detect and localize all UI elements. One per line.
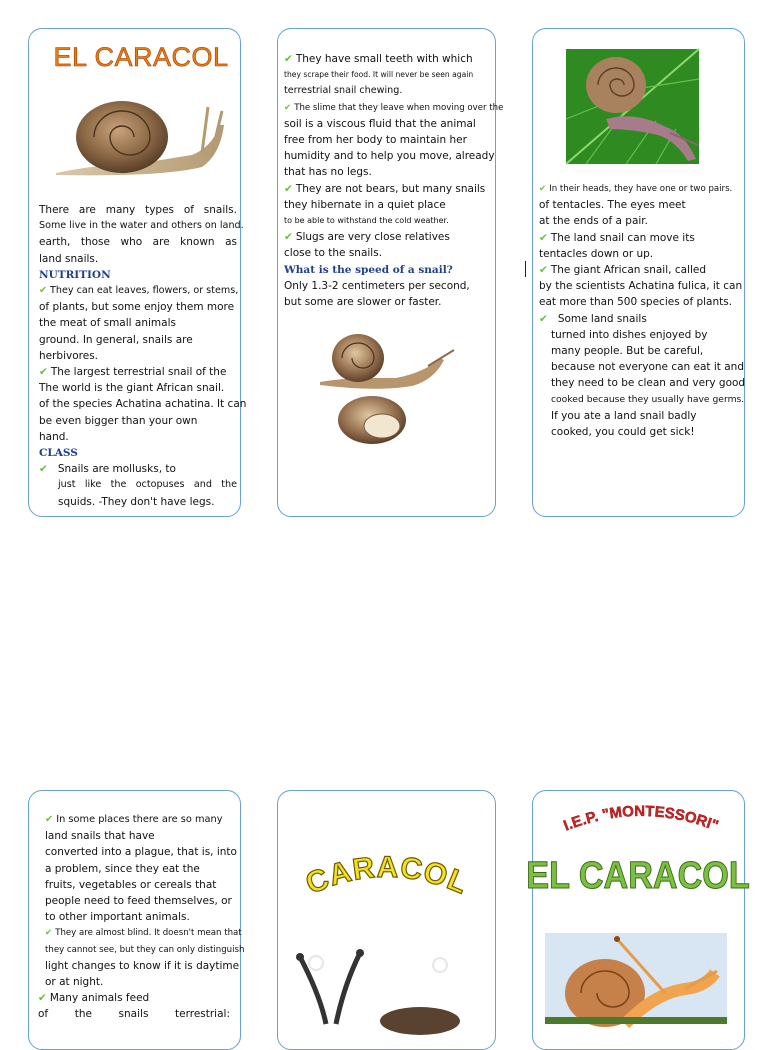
check-icon: ✔ xyxy=(38,992,47,1005)
giant-line: ✔ The giant African snail, called xyxy=(539,264,706,277)
nutrition-line: of plants, but some enjoy them more xyxy=(39,301,235,314)
nutrition-line: the meat of small animals xyxy=(39,317,176,330)
svg-text:CARACOL xyxy=(301,852,472,901)
slime-line: free from her body to maintain her xyxy=(284,134,467,147)
svg-text:I.E.P. "MONTESSORI" xyxy=(561,803,720,835)
largest-line: hand. xyxy=(39,430,69,443)
speed-line: but some are slower or faster. xyxy=(284,296,442,309)
bears-line: ✔ They are not bears, but many snails xyxy=(284,182,486,195)
dishes-line: many people. But be careful, xyxy=(551,345,704,358)
blind-line: they cannot see, but they can only distinguish xyxy=(45,944,245,955)
plague-line: ✔ In some places there are so many xyxy=(45,814,223,825)
largest-line: of the species Achatina achatina. It can xyxy=(39,398,247,411)
teeth-line: terrestrial snail chewing. xyxy=(284,85,403,97)
check-icon: ✔ xyxy=(539,264,548,277)
snail-on-leaf-image xyxy=(566,49,699,164)
snail-antennae-image xyxy=(290,945,490,1024)
nutrition-heading: NUTRITION xyxy=(39,268,111,281)
feed-line: of the snails terrestrial: xyxy=(38,1008,230,1021)
teeth-line: they scrape their food. It will never be seen again xyxy=(284,70,474,80)
school-name-arc xyxy=(546,796,736,846)
largest-line: be even bigger than your own xyxy=(39,414,198,427)
dishes-line: because not everyone can eat it and xyxy=(551,361,745,374)
slugs-line: close to the snails. xyxy=(284,247,383,260)
dishes-line: they need to be clean and very good xyxy=(551,377,746,390)
blind-line: light changes to know if it is daytime xyxy=(45,959,240,972)
plague-line: a problem, since they eat the xyxy=(45,862,200,875)
text-cursor xyxy=(525,261,526,277)
slime-line: soil is a viscous fluid that the animal xyxy=(284,117,476,130)
check-icon: ✔ xyxy=(284,182,293,195)
dishes-line: cooked because they usually have germs. xyxy=(551,393,745,405)
heads-line: ✔ In their heads, they have one or two pairs. xyxy=(539,184,733,194)
dishes-line: If you ate a land snail badly xyxy=(551,409,697,422)
slime-line: humidity and to help you move, already xyxy=(284,150,495,163)
caracol-wordart xyxy=(292,852,482,912)
check-icon: ✔ xyxy=(539,312,548,325)
check-icon: ✔ xyxy=(45,928,53,939)
largest-line: ✔ The largest terrestrial snail of the xyxy=(39,366,227,379)
slime-line: that has no legs. xyxy=(284,166,372,179)
orange-snail-image xyxy=(545,933,727,1024)
class-line: squids. -They don't have legs. xyxy=(58,495,215,508)
plague-line: converted into a plague, that is, into xyxy=(45,846,237,859)
snail-with-shell-image xyxy=(316,322,456,448)
dishes-line: ✔ Some land snails xyxy=(539,312,647,325)
nutrition-line: ✔ They can eat leaves, flowers, or stems, xyxy=(39,285,239,297)
dishes-line: turned into dishes enjoyed by xyxy=(551,328,708,341)
plague-line: land snails that have xyxy=(45,830,155,843)
check-icon: ✔ xyxy=(284,102,292,113)
plague-line: to other important animals. xyxy=(45,911,190,924)
nutrition-line: herbivores. xyxy=(39,349,99,362)
heads-line: of tentacles. The eyes meet xyxy=(539,199,686,212)
wordart-text: CARACOL xyxy=(301,852,473,901)
feed-line: ✔ Many animals feed xyxy=(38,992,150,1005)
check-icon: ✔ xyxy=(539,184,547,194)
check-icon: ✔ xyxy=(39,285,48,297)
check-icon: ✔ xyxy=(284,231,293,244)
check-icon: ✔ xyxy=(39,366,48,379)
panel-title: EL CARACOL xyxy=(53,42,229,72)
plague-line: fruits, vegetables or cereals that xyxy=(45,878,217,891)
move-line: tentacles down or up. xyxy=(539,247,654,260)
move-line: ✔ The land snail can move its xyxy=(539,231,695,244)
plague-line: people need to feed themselves, or xyxy=(45,895,232,908)
giant-line: eat more than 500 species of plants. xyxy=(539,296,733,309)
check-icon: ✔ xyxy=(39,463,48,476)
bears-line: to be able to withstand the cold weather. xyxy=(284,216,449,226)
el-caracol-green-title xyxy=(526,848,750,898)
class-line: just like the octopuses and the xyxy=(58,479,237,491)
intro-line: earth, those who are known as xyxy=(39,236,237,249)
nutrition-line: ground. In general, snails are xyxy=(39,333,193,346)
dishes-line: cooked, you could get sick! xyxy=(551,426,695,439)
largest-line: The world is the giant African snail. xyxy=(39,382,225,395)
slime-line: ✔ The slime that they leave when moving over the xyxy=(284,102,504,113)
intro-line: land snails. xyxy=(39,252,99,265)
green-title-text: EL CARACOL xyxy=(526,853,750,897)
slugs-line: ✔ Slugs are very close relatives xyxy=(284,231,450,244)
bears-line: they hibernate in a quiet place xyxy=(284,198,446,211)
blind-line: ✔ They are almost blind. It doesn't mean that xyxy=(45,928,242,939)
giant-line: by the scientists Achatina fulica, it can xyxy=(539,280,743,293)
speed-heading: What is the speed of a snail? xyxy=(284,263,453,276)
check-icon: ✔ xyxy=(45,814,54,825)
intro-line: Some live in the water and others on land. xyxy=(39,220,244,232)
check-icon: ✔ xyxy=(539,231,548,244)
blind-line: or at night. xyxy=(45,976,104,989)
school-name-text: I.E.P. "MONTESSORI" xyxy=(561,802,721,835)
intro-line: There are many types of snails. xyxy=(39,204,237,216)
speed-line: Only 1.3-2 centimeters per second, xyxy=(284,279,470,292)
snail-image xyxy=(52,95,228,179)
class-heading: CLASS xyxy=(39,447,78,460)
teeth-line: ✔ They have small teeth with which xyxy=(284,53,473,65)
class-line: ✔ Snails are mollusks, to xyxy=(39,463,176,476)
check-icon: ✔ xyxy=(284,53,293,65)
heads-line: at the ends of a pair. xyxy=(539,215,648,228)
